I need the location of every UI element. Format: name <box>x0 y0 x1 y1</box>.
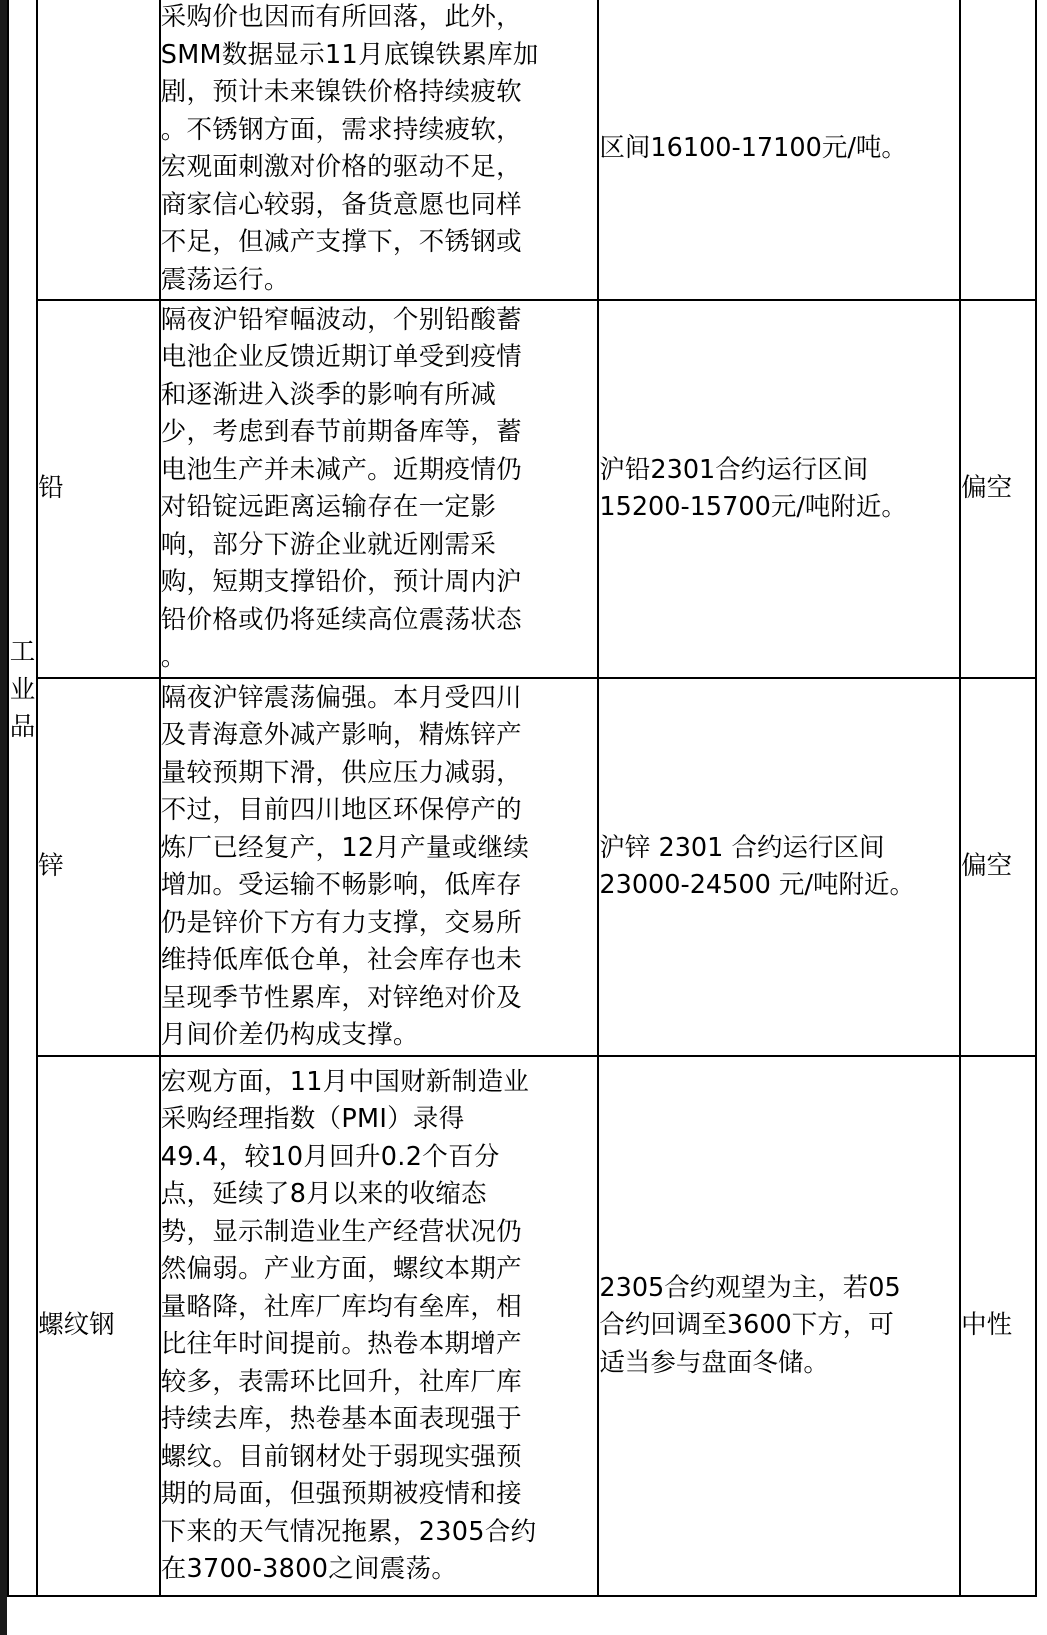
analysis-line: 响，部分下游企业就近刚需采 <box>160 529 497 560</box>
analysis-line: 宏观方面，11月中国财新制造业 <box>160 1066 530 1097</box>
range-line: 沪铅2301合约运行区间 <box>599 454 869 485</box>
range-cell <box>598 0 960 300</box>
view-cell <box>960 300 1036 678</box>
analysis-line: 电池生产并未减产。近期疫情仍 <box>160 454 522 485</box>
commodity-name-cell <box>37 1056 160 1596</box>
analysis-line: 量略降，社库厂库均有垒库，相 <box>160 1291 522 1322</box>
analysis-line: 采购价也因而有所回落，此外， <box>160 2 522 32</box>
view-label: 中性 <box>961 1310 1013 1341</box>
range-cell <box>598 300 960 678</box>
range-cell <box>598 678 960 1056</box>
range-cell <box>598 1056 960 1596</box>
view-cell <box>960 678 1036 1056</box>
analysis-line: 震荡运行。 <box>160 264 290 295</box>
commodity-name-cell <box>37 300 160 678</box>
table-row <box>8 300 1036 678</box>
range-line: 23000-24500 元/吨附近。 <box>599 870 916 900</box>
analysis-line: 剧，预计未来镍铁价格持续疲软 <box>160 77 522 107</box>
analysis-line: 少，考虑到春节前期备库等，蓄 <box>160 417 522 447</box>
table-row <box>8 0 1036 300</box>
category-char: 工 <box>9 637 36 667</box>
analysis-line: 点，延续了8月以来的收缩态 <box>160 1179 487 1209</box>
analysis-cell <box>160 0 599 300</box>
analysis-line: 量较预期下滑，供应压力减弱， <box>160 757 522 788</box>
analysis-line: 对铅锭远距离运输存在一定影 <box>160 492 497 522</box>
analysis-line: 仍是锌价下方有力支撑，交易所 <box>160 907 522 938</box>
analysis-line: 势，显示制造业生产经营状况仍 <box>160 1216 522 1247</box>
range-line: 2305合约观望为主，若05 <box>599 1272 901 1303</box>
category-cell <box>8 0 37 1596</box>
analysis-line: 呈现季节性累库，对锌绝对价及 <box>160 982 522 1013</box>
analysis-line: 期的局面，但强预期被疫情和接 <box>160 1479 522 1509</box>
commodity-name: 铅 <box>38 473 64 504</box>
analysis-line: SMM数据显示11月底镍铁累库加 <box>160 39 539 70</box>
analysis-line: 不过，目前四川地区环保停产的 <box>160 795 522 825</box>
analysis-line: 在3700-3800之间震荡。 <box>160 1554 458 1584</box>
commodity-name: 螺纹钢 <box>38 1310 115 1341</box>
analysis-line: 铅价格或仍将延续高位震荡状态 <box>160 604 522 635</box>
analysis-cell <box>160 1056 599 1596</box>
analysis-line: 及青海意外减产影响，精炼锌产 <box>160 720 522 750</box>
analysis-line: 较多，表需环比回升，社库厂库 <box>160 1366 522 1397</box>
analysis-line: 隔夜沪锌震荡偏强。本月受四川 <box>160 682 522 713</box>
table-row <box>8 1056 1036 1596</box>
analysis-line: 49.4，较10月回升0.2个百分 <box>160 1141 500 1172</box>
commodity-name-cell <box>37 0 160 300</box>
commodity-analysis-table <box>7 0 1037 1597</box>
view-cell <box>960 0 1036 300</box>
analysis-line: 螺纹。目前钢材处于弱现实强预 <box>160 1441 522 1472</box>
range-line: 15200-15700元/吨附近。 <box>599 492 907 522</box>
analysis-line: 采购经理指数（PMI）录得 <box>160 1104 465 1134</box>
range-line: 合约回调至3600下方，可 <box>599 1310 894 1341</box>
analysis-cell <box>160 300 599 678</box>
analysis-line: 增加。受运输不畅影响，低库存 <box>160 870 522 900</box>
analysis-line: 购，短期支撑铅价，预计周内沪 <box>160 567 522 597</box>
analysis-cell <box>160 678 599 1056</box>
analysis-line: 隔夜沪铅窄幅波动，个别铅酸蓄 <box>160 304 522 335</box>
range-line: 适当参与盘面冬储。 <box>599 1347 829 1378</box>
view-label: 偏空 <box>961 851 1013 882</box>
analysis-line: 和逐渐进入淡季的影响有所减 <box>160 379 497 410</box>
analysis-line: 比往年时间提前。热卷本期增产 <box>160 1329 522 1359</box>
range-line: 区间16100-17100元/吨。 <box>599 133 907 164</box>
view-label: 偏空 <box>961 473 1013 504</box>
analysis-line: 。 <box>160 642 187 672</box>
category-char: 品 <box>9 712 36 742</box>
table-row <box>8 678 1036 1056</box>
analysis-line: 月间价差仍构成支撑。 <box>160 1020 419 1050</box>
analysis-line: 炼厂已经复产，12月产量或继续 <box>160 832 530 863</box>
commodity-name: 锌 <box>38 851 64 882</box>
analysis-line: 持续去库，热卷基本面表现强于 <box>160 1404 522 1434</box>
analysis-line: 不足，但减产支撑下，不锈钢或 <box>160 227 522 257</box>
range-line: 沪锌 2301 合约运行区间 <box>599 832 885 863</box>
page-edge-shadow <box>0 0 7 1635</box>
analysis-line: 维持低库低仓单，社会库存也未 <box>160 945 522 975</box>
analysis-line: 商家信心较弱，备货意愿也同样 <box>160 189 522 220</box>
analysis-line: 电池企业反馈近期订单受到疫情 <box>160 342 522 372</box>
analysis-line: 然偏弱。产业方面，螺纹本期产 <box>160 1254 522 1284</box>
analysis-line: 。不锈钢方面，需求持续疲软， <box>160 114 522 145</box>
category-char: 业 <box>9 674 36 705</box>
analysis-line: 宏观面刺激对价格的驱动不足， <box>160 152 522 182</box>
analysis-line: 下来的天气情况拖累，2305合约 <box>160 1516 537 1547</box>
commodity-name-cell <box>37 678 160 1056</box>
view-cell <box>960 1056 1036 1596</box>
